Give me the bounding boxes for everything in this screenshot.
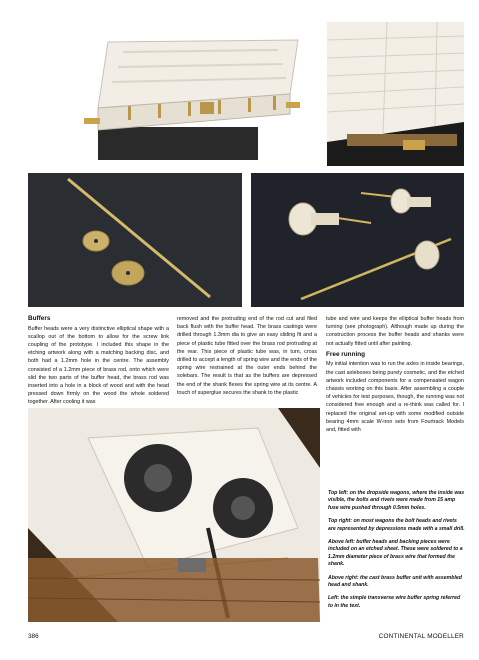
wagon-side-illustration xyxy=(327,22,464,166)
article-column-3 xyxy=(326,315,464,434)
caption-above-right: Above right: the cast brass buffer unit with assembled head and shank. xyxy=(328,574,462,589)
dropside-wagon-illustration xyxy=(28,22,317,166)
paragraph-buffers-part-2: removed and the protruding end of the rod cut and filed back flush with the buffer head. The brass castings were drilled through 1.3mm dia to give an easy sliding fit and a piece of plastic tube fitted over the brass rod protruding at the rear. This piece of plastic tube was, in turn, cross drilled to accept a length of spring wire and the ends of the spring wire restrained at the outer ends behind the solebars. The result is that as the buffers are depressed the end of the shank flexes the spring wire at its centre. A touch of superglue secures the shank to the plastic xyxy=(177,316,317,396)
page-number: 386 xyxy=(28,633,39,640)
article-column-1 xyxy=(28,315,169,407)
underframe-illustration xyxy=(28,408,320,622)
buffer-unit-illustration xyxy=(251,173,464,307)
page-footer xyxy=(0,633,479,645)
magazine-title: CONTINENTAL MODELLER xyxy=(378,633,464,640)
photo-buffer-spring-underframe xyxy=(28,408,320,622)
photo-captions xyxy=(328,490,465,616)
paragraph-buffers-part-3: tube and wire and keeps the elliptical buffer heads from turning (see photograph). Although made up during the construction process the buffer heads and shanks were not actually fitted until after painting. xyxy=(326,316,464,347)
caption-left: Left: the simple transverse wire buffer spring referred to in the text. xyxy=(328,595,461,609)
photo-wagon-side-detail xyxy=(327,22,464,166)
caption-top-right: Top right: on most wagons the bolt heads and rivets are represented by depressions made with a small drill. xyxy=(328,518,465,532)
photo-dropside-wagon xyxy=(28,22,317,166)
photo-cast-buffer-unit xyxy=(251,173,464,307)
heading-buffers: Buffers xyxy=(28,315,51,322)
buffer-heads-illustration xyxy=(28,173,242,307)
heading-free-running: Free running xyxy=(326,350,366,358)
article-column-2 xyxy=(177,315,317,397)
photo-etched-buffer-heads xyxy=(28,173,242,307)
caption-top-left: Top left: on the dropside wagons, where the inside was visible, the bolts and rivets were made from 15 amp fuse wire pushed through 0.5mm holes. xyxy=(328,490,465,511)
caption-above-left: Above left: buffer heads and backing pieces were included on an etched sheet. These were soldered to a 1.2mm diameter piece of brass wire that formed the shank. xyxy=(328,539,463,568)
paragraph-buffers-part-1: Buffer heads were a very distinctive elliptical shape with a scallop out of the bottom to allow for the screw link coupling of the prototype. I included this shape in the etching artwork along with a matching backing disc, and both had a 1.2mm hole in the centre. The assembly consisted of a 1.2mm piece of brass rod, onto which were slid the two parts of the buffer head, the brass rod was inserted into a hole in a block of wood and with the head pressed down firmly on the wood the whole soldered together. After cooling it was xyxy=(28,325,169,406)
paragraph-free-running: My initial intention was to run the axles in inside bearings, the cast axleboxes being purely cosmetic, and the etched artwork included components for a compensated wagon chassis working on this basis. After assembling a couple of vehicles for test purposes, though, the running was not considered free enough and a re-think was called for. I replaced the original set-up with some modified outside bearing 4mm scale W-iron sets from Fourtrack Models and, fitted with xyxy=(326,361,464,434)
